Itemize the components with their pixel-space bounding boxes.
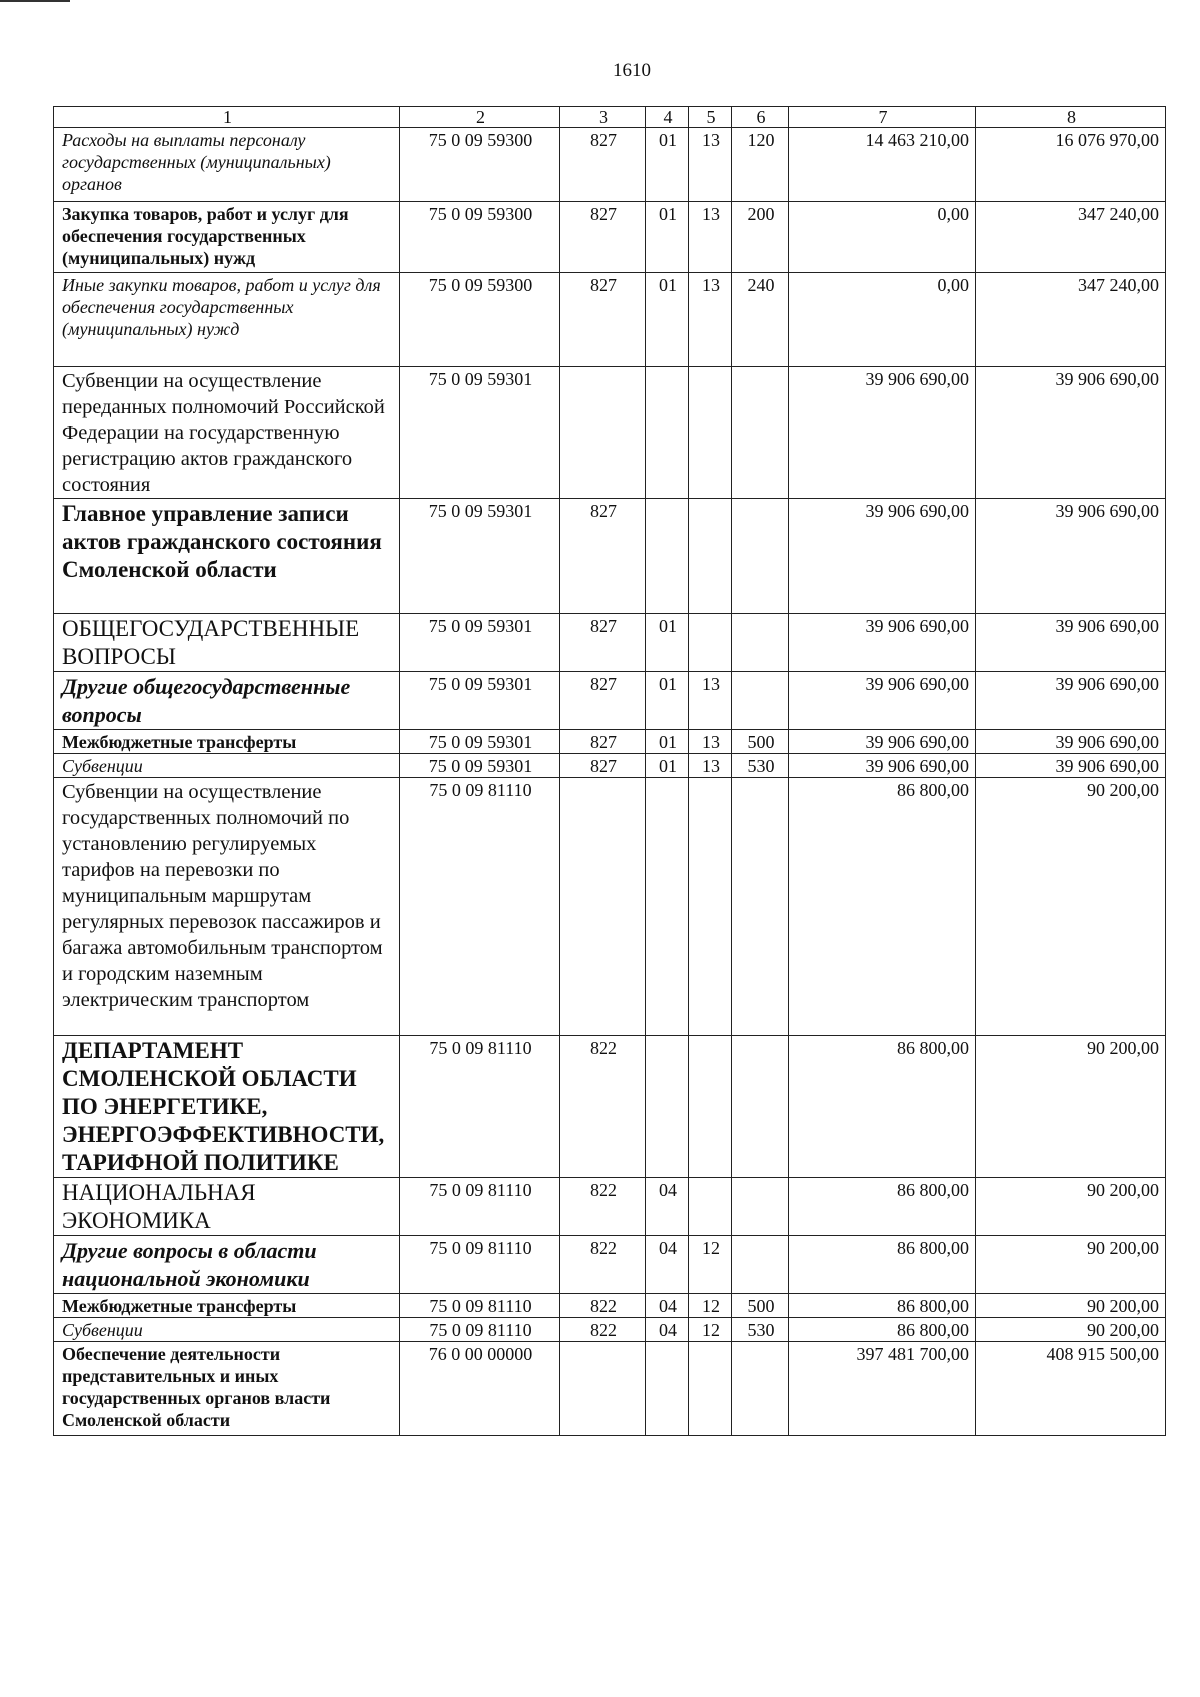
row-name: Закупка товаров, работ и услуг для обеспечения государственных (муниципальных) нужд bbox=[54, 202, 400, 273]
row-name: ОБЩЕГОСУДАРСТВЕННЫЕ ВОПРОСЫ bbox=[54, 614, 400, 672]
amount-year-1: 39 906 690,00 bbox=[789, 672, 976, 730]
row-name: Обеспечение деятельности представительных и иных государственных органов власти Смоленской области bbox=[54, 1342, 400, 1436]
target-article-code: 75 0 09 59300 bbox=[400, 273, 560, 367]
subsection-code: 12 bbox=[689, 1294, 732, 1318]
target-article-code: 75 0 09 59300 bbox=[400, 202, 560, 273]
table-row bbox=[54, 1036, 1166, 1178]
column-number: 1 bbox=[54, 107, 400, 128]
subsection-code bbox=[689, 367, 732, 499]
row-name: Другие общегосударственные вопросы bbox=[54, 672, 400, 730]
table-row bbox=[54, 754, 1166, 778]
section-code: 01 bbox=[646, 202, 689, 273]
expense-type-code: 200 bbox=[732, 202, 789, 273]
subsection-code bbox=[689, 1342, 732, 1436]
subsection-code bbox=[689, 614, 732, 672]
subsection-code: 13 bbox=[689, 672, 732, 730]
section-code: 01 bbox=[646, 273, 689, 367]
target-article-code: 75 0 09 59301 bbox=[400, 672, 560, 730]
amount-year-2: 90 200,00 bbox=[976, 1318, 1166, 1342]
subsection-code bbox=[689, 499, 732, 614]
expense-type-code bbox=[732, 614, 789, 672]
ministry-code bbox=[560, 778, 646, 1036]
section-code: 04 bbox=[646, 1178, 689, 1236]
row-name: Межбюджетные трансферты bbox=[54, 1294, 400, 1318]
column-number: 5 bbox=[689, 107, 732, 128]
ministry-code: 827 bbox=[560, 730, 646, 754]
section-code: 01 bbox=[646, 754, 689, 778]
ministry-code: 827 bbox=[560, 499, 646, 614]
amount-year-1: 39 906 690,00 bbox=[789, 754, 976, 778]
subsection-code: 13 bbox=[689, 730, 732, 754]
ministry-code: 827 bbox=[560, 128, 646, 202]
row-name: Иные закупки товаров, работ и услуг для обеспечения государственных (муниципальных) нужд bbox=[54, 273, 400, 367]
amount-year-2: 408 915 500,00 bbox=[976, 1342, 1166, 1436]
section-code: 04 bbox=[646, 1236, 689, 1294]
target-article-code: 75 0 09 81110 bbox=[400, 1036, 560, 1178]
section-code: 04 bbox=[646, 1318, 689, 1342]
ministry-code: 827 bbox=[560, 672, 646, 730]
table-row bbox=[54, 778, 1166, 1036]
ministry-code: 822 bbox=[560, 1036, 646, 1178]
table-row bbox=[54, 202, 1166, 273]
subsection-code: 13 bbox=[689, 128, 732, 202]
section-code bbox=[646, 1342, 689, 1436]
table-row bbox=[54, 128, 1166, 202]
subsection-code: 13 bbox=[689, 273, 732, 367]
subsection-code bbox=[689, 778, 732, 1036]
target-article-code: 75 0 09 81110 bbox=[400, 1236, 560, 1294]
section-code: 04 bbox=[646, 1294, 689, 1318]
amount-year-1: 86 800,00 bbox=[789, 1178, 976, 1236]
section-code: 01 bbox=[646, 128, 689, 202]
amount-year-1: 14 463 210,00 bbox=[789, 128, 976, 202]
column-number: 8 bbox=[976, 107, 1166, 128]
expense-type-code bbox=[732, 672, 789, 730]
amount-year-2: 39 906 690,00 bbox=[976, 672, 1166, 730]
amount-year-1: 0,00 bbox=[789, 202, 976, 273]
table-row bbox=[54, 1236, 1166, 1294]
amount-year-1: 397 481 700,00 bbox=[789, 1342, 976, 1436]
subsection-code: 12 bbox=[689, 1236, 732, 1294]
amount-year-1: 39 906 690,00 bbox=[789, 614, 976, 672]
subsection-code: 13 bbox=[689, 202, 732, 273]
section-code: 01 bbox=[646, 730, 689, 754]
table-row bbox=[54, 1178, 1166, 1236]
subsection-code: 13 bbox=[689, 754, 732, 778]
section-code bbox=[646, 778, 689, 1036]
expense-type-code: 240 bbox=[732, 273, 789, 367]
target-article-code: 76 0 00 00000 bbox=[400, 1342, 560, 1436]
amount-year-2: 90 200,00 bbox=[976, 1236, 1166, 1294]
amount-year-2: 39 906 690,00 bbox=[976, 754, 1166, 778]
ministry-code: 827 bbox=[560, 202, 646, 273]
column-number: 4 bbox=[646, 107, 689, 128]
target-article-code: 75 0 09 59301 bbox=[400, 499, 560, 614]
section-code: 01 bbox=[646, 672, 689, 730]
expense-type-code bbox=[732, 1178, 789, 1236]
amount-year-1: 86 800,00 bbox=[789, 778, 976, 1036]
table-row bbox=[54, 730, 1166, 754]
row-name: НАЦИОНАЛЬНАЯ ЭКОНОМИКА bbox=[54, 1178, 400, 1236]
target-article-code: 75 0 09 59301 bbox=[400, 367, 560, 499]
target-article-code: 75 0 09 81110 bbox=[400, 778, 560, 1036]
budget-table bbox=[53, 106, 1166, 1436]
row-name: Субвенции bbox=[54, 754, 400, 778]
target-article-code: 75 0 09 81110 bbox=[400, 1294, 560, 1318]
ministry-code: 827 bbox=[560, 614, 646, 672]
section-code bbox=[646, 367, 689, 499]
expense-type-code bbox=[732, 367, 789, 499]
column-number: 2 bbox=[400, 107, 560, 128]
target-article-code: 75 0 09 81110 bbox=[400, 1178, 560, 1236]
row-name: Субвенции bbox=[54, 1318, 400, 1342]
expense-type-code: 500 bbox=[732, 730, 789, 754]
amount-year-1: 86 800,00 bbox=[789, 1318, 976, 1342]
subsection-code bbox=[689, 1178, 732, 1236]
ministry-code: 822 bbox=[560, 1178, 646, 1236]
subsection-code: 12 bbox=[689, 1318, 732, 1342]
row-name: Расходы на выплаты персоналу государственных (муниципальных) органов bbox=[54, 128, 400, 202]
amount-year-2: 39 906 690,00 bbox=[976, 730, 1166, 754]
target-article-code: 75 0 09 59301 bbox=[400, 614, 560, 672]
amount-year-2: 90 200,00 bbox=[976, 1036, 1166, 1178]
scan-edge-mark bbox=[0, 0, 70, 2]
amount-year-1: 39 906 690,00 bbox=[789, 367, 976, 499]
amount-year-2: 16 076 970,00 bbox=[976, 128, 1166, 202]
amount-year-2: 90 200,00 bbox=[976, 1294, 1166, 1318]
expense-type-code: 500 bbox=[732, 1294, 789, 1318]
amount-year-2: 90 200,00 bbox=[976, 1178, 1166, 1236]
section-code: 01 bbox=[646, 614, 689, 672]
ministry-code: 827 bbox=[560, 754, 646, 778]
amount-year-2: 39 906 690,00 bbox=[976, 614, 1166, 672]
amount-year-1: 86 800,00 bbox=[789, 1294, 976, 1318]
table-row bbox=[54, 672, 1166, 730]
amount-year-2: 347 240,00 bbox=[976, 202, 1166, 273]
page-number: 1610 bbox=[613, 60, 651, 81]
section-code bbox=[646, 499, 689, 614]
target-article-code: 75 0 09 59301 bbox=[400, 730, 560, 754]
amount-year-1: 39 906 690,00 bbox=[789, 499, 976, 614]
column-number: 6 bbox=[732, 107, 789, 128]
row-name: Межбюджетные трансферты bbox=[54, 730, 400, 754]
table-body bbox=[54, 107, 1166, 1436]
table-row bbox=[54, 1318, 1166, 1342]
column-number: 7 bbox=[789, 107, 976, 128]
row-name: Субвенции на осуществление государственных полномочий по установлению регулируемых тарифов на перевозки по муниципальным маршрутам регулярных перевозок пассажиров и багажа автомобильным транспортом и городским наземным электрическим транспортом bbox=[54, 778, 400, 1036]
amount-year-2: 39 906 690,00 bbox=[976, 367, 1166, 499]
table-row bbox=[54, 1294, 1166, 1318]
section-code bbox=[646, 1036, 689, 1178]
expense-type-code bbox=[732, 1342, 789, 1436]
ministry-code: 827 bbox=[560, 273, 646, 367]
row-name: ДЕПАРТАМЕНТ СМОЛЕНСКОЙ ОБЛАСТИ ПО ЭНЕРГЕТИКЕ, ЭНЕРГОЭФФЕКТИВНОСТИ, ТАРИФНОЙ ПОЛИТИКЕ bbox=[54, 1036, 400, 1178]
amount-year-2: 90 200,00 bbox=[976, 778, 1166, 1036]
table-row bbox=[54, 367, 1166, 499]
target-article-code: 75 0 09 81110 bbox=[400, 1318, 560, 1342]
expense-type-code bbox=[732, 1236, 789, 1294]
expense-type-code bbox=[732, 1036, 789, 1178]
table-row bbox=[54, 1342, 1166, 1436]
table-row bbox=[54, 499, 1166, 614]
expense-type-code bbox=[732, 499, 789, 614]
column-number: 3 bbox=[560, 107, 646, 128]
table-row bbox=[54, 614, 1166, 672]
expense-type-code: 530 bbox=[732, 754, 789, 778]
ministry-code bbox=[560, 1342, 646, 1436]
expense-type-code bbox=[732, 778, 789, 1036]
row-name: Главное управление записи актов гражданского состояния Смоленской области bbox=[54, 499, 400, 614]
expense-type-code: 120 bbox=[732, 128, 789, 202]
amount-year-1: 86 800,00 bbox=[789, 1036, 976, 1178]
target-article-code: 75 0 09 59300 bbox=[400, 128, 560, 202]
amount-year-2: 347 240,00 bbox=[976, 273, 1166, 367]
row-name: Субвенции на осуществление переданных полномочий Российской Федерации на государственную регистрацию актов гражданского состояния bbox=[54, 367, 400, 499]
amount-year-1: 39 906 690,00 bbox=[789, 730, 976, 754]
row-name: Другие вопросы в области национальной экономики bbox=[54, 1236, 400, 1294]
amount-year-1: 0,00 bbox=[789, 273, 976, 367]
ministry-code: 822 bbox=[560, 1318, 646, 1342]
ministry-code: 822 bbox=[560, 1236, 646, 1294]
column-number-row bbox=[54, 107, 1166, 128]
ministry-code: 822 bbox=[560, 1294, 646, 1318]
expense-type-code: 530 bbox=[732, 1318, 789, 1342]
amount-year-1: 86 800,00 bbox=[789, 1236, 976, 1294]
target-article-code: 75 0 09 59301 bbox=[400, 754, 560, 778]
table-row bbox=[54, 273, 1166, 367]
subsection-code bbox=[689, 1036, 732, 1178]
ministry-code bbox=[560, 367, 646, 499]
amount-year-2: 39 906 690,00 bbox=[976, 499, 1166, 614]
